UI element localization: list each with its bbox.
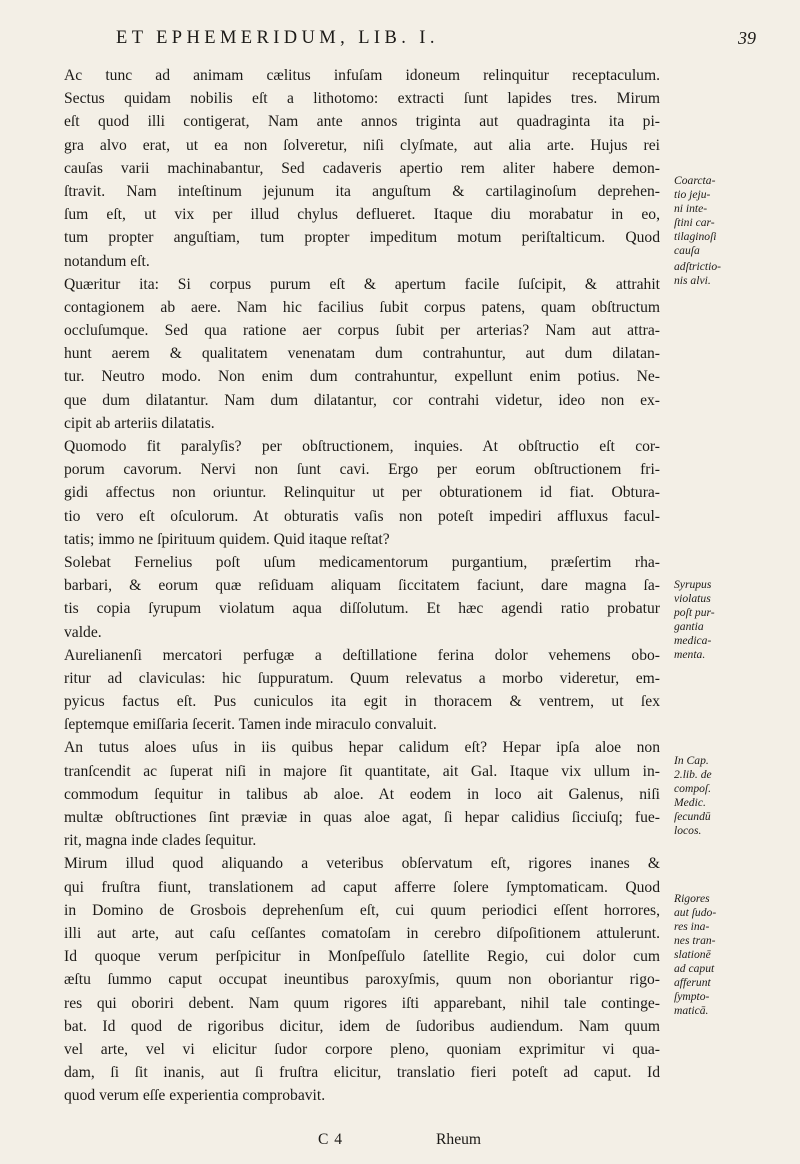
text-line: rit, magna inde clades ſequitur. xyxy=(64,832,257,850)
text-line: contagionem ab aere. Nam hic facilius ſubit corpus patens, quam obſtructum xyxy=(64,298,660,316)
margin-note-alvus: adſtrictio- nis alvi. xyxy=(674,260,722,287)
text-line: tur. Neutro modo. Non enim dum contrahuntur, expellunt enim potius. Ne- xyxy=(64,368,660,386)
text-line: Solebat Fernelius poſt uſum medicamentorum purgantium, præſertim rha- xyxy=(64,553,660,571)
text-line: illi aut arte, aut caſu ceſſantes comatoſam in cerebro diſpoſitionem attulerunt. xyxy=(64,924,660,942)
text-line: notandum eſt. xyxy=(64,252,150,270)
text-line: pyicus factus eſt. Pus cuniculos ita egit in thoracem & ventrem, ut ſex xyxy=(64,693,660,711)
text-line: occluſumque. Sed qua ratione aer corpus ſubit per arterias? Nam aut attra- xyxy=(64,322,660,340)
text-line: ſeptemque emiſſaria ſecerit. Tamen inde miraculo convaluit. xyxy=(64,716,437,734)
margin-note-reference: In Cap. 2.lib. de compoſ. Medic. ſecundū locos. xyxy=(674,754,712,837)
text-line: eſt quod illi contigerat, Nam ante annos triginta aut quadraginta ita pi- xyxy=(64,113,660,131)
text-line: res qui oboriri debent. Nam quum rigores iſti apparebant, nihil tale continge- xyxy=(64,994,660,1012)
text-line: ſum eſt, ut vix per illud chylus deflueret. Itaque diu morabatur in eo, xyxy=(64,206,660,224)
text-line: in Domino de Grosbois deprehenſum eſt, cui quum periodici eſſent horrores, xyxy=(64,901,660,919)
page-number: 39 xyxy=(738,28,756,48)
text-line: ritur ad claviculas: hic ſuppuratum. Quum relevatus a morbo videretur, em- xyxy=(64,669,660,687)
text-line: tio vero eſt oſculorum. At obturatis vaſis non poteſt impediri affluxus facul- xyxy=(64,507,660,525)
signature-mark: C 4 xyxy=(318,1131,344,1148)
text-line: bat. Id quod de rigoribus dicitur, idem de ſudoribus audiendum. Nam quum xyxy=(64,1017,660,1035)
catchword: Rheum xyxy=(436,1131,482,1148)
text-line: barbari, & eorum quæ reſiduam aliquam ſiccitatem faciunt, dare magna ſa- xyxy=(64,577,660,595)
text-line: tranſcendit ac ſuperat niſi in majore ſit quantitate, ait Gal. Itaque vix ullum in- xyxy=(64,762,660,780)
margin-note-syrupus: Syrupus violatus poſt pur- gantia medica- menta. xyxy=(674,578,715,661)
text-line: æſtu ſummo caput occupat ineuntibus paroxyſmis, quum non oboriantur rigo- xyxy=(64,971,660,989)
margin-note-jejunum: Coarcta- tio jeju- ni inte- ſtini car- tilaginoſi cauſa xyxy=(674,174,717,257)
text-line: vel arte, vel vi elicitur ſudor corpore pleno, quoniam exprimitur vi qua- xyxy=(64,1040,660,1058)
text-line: tatis; immo ne ſpirituum quidem. Quid itaque reſtat? xyxy=(64,530,390,548)
text-line: dam, ſi ſit inanis, aut ſi fruſtra elicitur, translatio fieri poteſt ad caput. Id xyxy=(64,1064,660,1082)
text-line: tis copia ſyrupum violatum aqua diſſolutum. Et hæc agendi ratio probatur xyxy=(64,600,660,618)
page-header xyxy=(102,22,762,58)
text-line: valde. xyxy=(64,623,102,641)
text-line: Aurelianenſi mercatori perfugæ a deſtillatione ferina dolor vehemens obo- xyxy=(64,646,660,664)
text-line: ſtravit. Nam inteſtinum jejunum ita anguſtum & cartilaginoſum deprehen- xyxy=(64,182,660,200)
text-line: Ac tunc ad animam cælitus infuſam idoneum relinquitur receptaculum. xyxy=(64,67,660,84)
text-line: An tutus aloes uſus in iis quibus hepar calidum eſt? Hepar ipſa aloe non xyxy=(64,739,660,757)
text-line: Quæritur ita: Si corpus purum eſt & apertum facile ſuſcipit, & attrahit xyxy=(64,275,660,293)
body-text xyxy=(64,64,660,1107)
text-line: multæ obſtructiones ſint præviæ in quas aloe agat, ſi hepar calidius ſicciuſq; fue- xyxy=(64,809,660,826)
text-line: hunt aerem & qualitatem venenatam dum contrahuntur, aut dum dilatan- xyxy=(64,345,660,363)
text-line: porum cavorum. Nervi non ſunt cavi. Ergo per eorum obſtructionem fri- xyxy=(64,461,660,479)
text-line: Quomodo fit paralyſis? per obſtructionem, inquies. At obſtructio eſt cor- xyxy=(64,438,660,455)
text-line: commodum ſequitur in talibus ab aloe. At eodem in loco ait Galenus, niſi xyxy=(64,785,660,803)
text-line: cipit ab arteriis dilatatis. xyxy=(64,414,215,432)
text-line: que dum dilatantur. Nam dum dilatantur, cor contrahi videtur, ideo non ex- xyxy=(64,391,660,409)
text-line: gidi affectus non oriuntur. Relinquitur ut per obturationem id fiat. Obtura- xyxy=(64,484,660,502)
text-line: gra alvo erat, ut ea non ſolveretur, niſi clyſmate, aut alia arte. Hujus rei xyxy=(64,136,660,154)
page-footer xyxy=(64,1131,660,1153)
text-line: quod verum eſſe experientia comprobavit. xyxy=(64,1087,326,1105)
text-line: qui fruſtra fiunt, translationem ad caput afferre ſolere ſymptomaticam. Quod xyxy=(64,878,660,896)
text-line: Mirum illud quod aliquando a veteribus obſervatum eſt, rigores inanes & xyxy=(64,855,660,873)
text-line: cauſas varii machinabantur, Sed cadaveris apertio rem aliter habere demon- xyxy=(64,159,660,177)
text-line: Id quoque verum perſpicitur in Monſpeſſulo ſatellite Regio, cui dolor cum xyxy=(64,948,660,966)
text-line: Sectus quidam nobilis eſt a lithotomo: extracti ſunt lapides tres. Mirum xyxy=(64,90,660,108)
text-line: tum propter anguſtiam, tum propter impeditum motum periſtalticum. Quod xyxy=(64,229,660,247)
running-title: ET EPHEMERIDUM, LIB. I. xyxy=(116,28,439,48)
margin-note-rigores: Rigores aut ſudo- res ina- nes tran- slationē ad caput afferunt ſympto- maticā. xyxy=(674,892,717,1017)
